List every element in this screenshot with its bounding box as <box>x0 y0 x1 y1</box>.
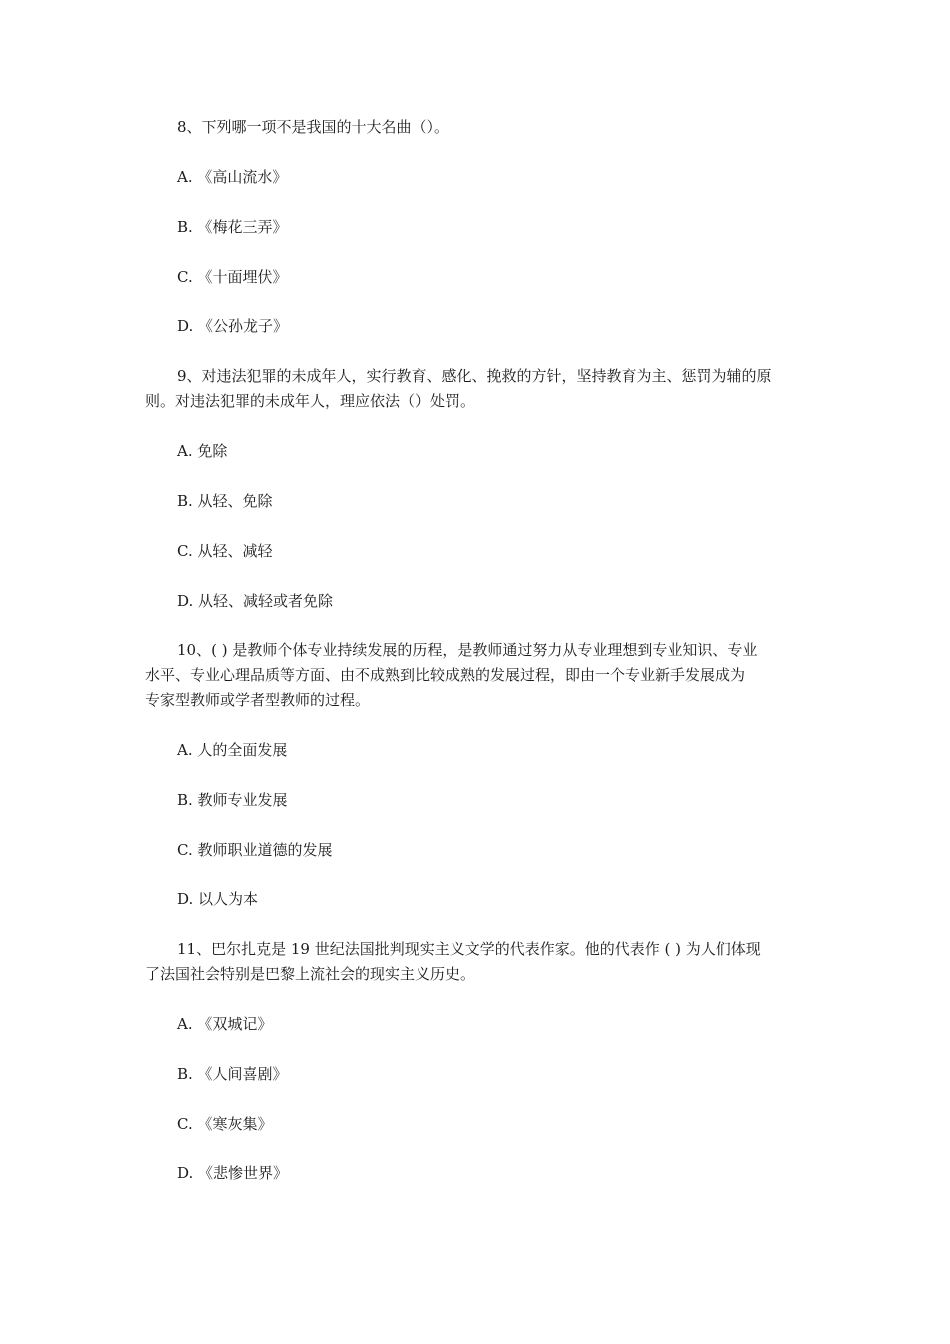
question-10-option-a: A. 人的全面发展 <box>177 741 288 759</box>
question-11-option-a: A. 《双城记》 <box>177 1015 273 1033</box>
question-11-option-c: C. 《寒灰集》 <box>177 1115 273 1133</box>
question-11-option-d: D. 《悲惨世界》 <box>177 1164 289 1182</box>
question-9-option-a: A. 免除 <box>177 442 228 460</box>
question-10-option-d: D. 以人为本 <box>177 890 259 908</box>
question-8-option-d: D. 《公孙龙子》 <box>177 317 289 335</box>
question-9-option-b: B. 从轻、免除 <box>177 492 273 510</box>
question-9-stem-line-1: 9、对违法犯罪的未成年人，实行教育、感化、挽救的方针，坚持教育为主、惩罚为辅的原 <box>177 367 772 385</box>
question-10-option-b: B. 教师专业发展 <box>177 791 288 809</box>
question-10-stem-line-3: 专家型教师或学者型教师的过程。 <box>145 691 371 709</box>
question-9-option-d: D. 从轻、减轻或者免除 <box>177 592 334 610</box>
question-8-option-b: B. 《梅花三弄》 <box>177 218 288 236</box>
question-11-stem-line-2: 了法国社会特别是巴黎上流社会的现实主义历史。 <box>145 965 476 983</box>
question-8-option-a: A. 《高山流水》 <box>177 168 288 186</box>
question-8-option-c: C. 《十面埋伏》 <box>177 268 288 286</box>
question-11-stem-line-1: 11、巴尔扎克是 19 世纪法国批判现实主义文学的代表作家。他的代表作 ( ) 为人们体现 <box>177 940 761 958</box>
question-9-option-c: C. 从轻、减轻 <box>177 542 273 560</box>
question-10-stem-line-1: 10、( ) 是教师个体专业持续发展的历程，是教师通过努力从专业理想到专业知识、专业 <box>177 641 758 659</box>
question-10-option-c: C. 教师职业道德的发展 <box>177 841 333 859</box>
question-8-stem: 8、下列哪一项不是我国的十大名曲（）。 <box>177 118 450 136</box>
question-11-option-b: B. 《人间喜剧》 <box>177 1065 288 1083</box>
question-9-stem-line-2: 则。对违法犯罪的未成年人，理应依法（）处罚。 <box>145 392 476 410</box>
question-10-stem-line-2: 水平、专业心理品质等方面、由不成熟到比较成熟的发展过程，即由一个专业新手发展成为 <box>145 666 746 684</box>
